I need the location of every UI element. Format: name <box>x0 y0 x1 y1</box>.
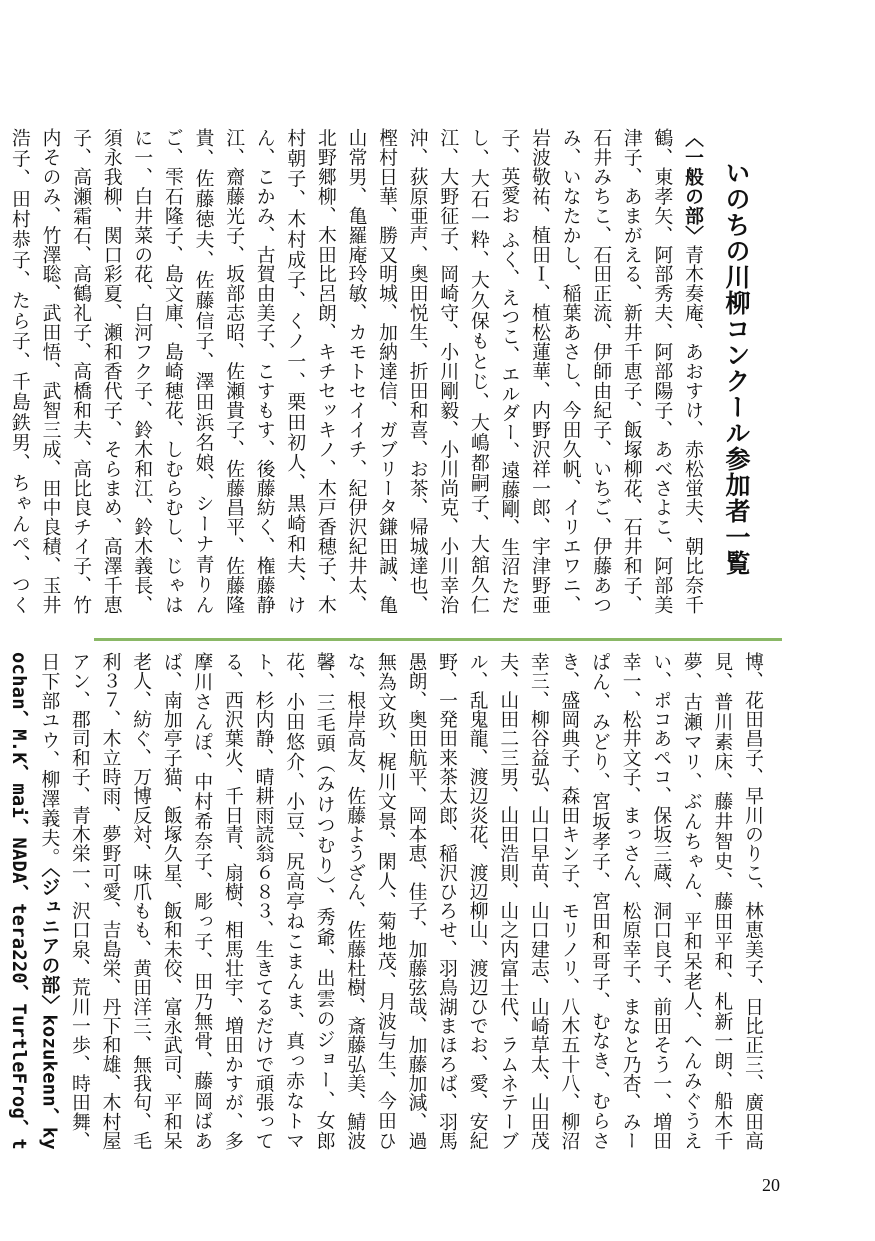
general-names: 青木奏庵、あおすけ、赤松蛍夫、朝比奈千鶴、東孝矢、阿部秀夫、阿部陽子、あべさよこ、阿部美津子、あまがえる、新井千恵子、飯塚柳花、石井和子、石井みちこ、石田正流、伊師由紀子、いちご、伊藤あつみ、いなたかし、稲葉あさし、今田久帆、イリエワニ、岩波敬祐、植田Ｉ、植松蓮華、内野沢祥一郎、宇津野亜子、英愛お ふく、えつこ、エルダー、遠藤剛、生沼ただし、大石一粋、大久保もとじ、大嶋都嗣子、大舘久仁江、大野征子、岡崎守、小川剛毅、小川尚克、小川幸治沖、荻原亜声、奥田悦生、折田和喜、お茶、帰城達也、樫村日華、勝又明城、加納達信、ガブリータ鎌田誠、亀山常男、亀羅庵玲敏、カモトセイイチ、紀伊沢紀井太、北野郷柳、木田比呂朗、キチセッキノ、木戸香穂子、木村朝子、木村成子、くノ一、栗田初人、黒崎和夫、けん、こかみ、古賀由美子、こすもす、後藤紡く、権藤静江、齋藤光子、坂部志昭、佐瀬貴子、佐藤昌平、佐藤隆貴、佐藤徳夫、佐藤信子、澤田浜名娘、シーナ青りんご、雫石隆子、島文庫、島崎穂花、しむらむし、じゃはに一、白井菜の花、白河フク子、鈴木和江、鈴木義長、須永我柳、関口彩夏、瀬和香代子、そらまめ、高澤千恵子、高瀬霜石、高鶴礼子、高橋和夫、高比良チイ子、竹内そのみ、竹澤聡、武田悟、武智三成、田中良積、玉井浩子、田村恭子、たら子、千島鉄男、ちゃんぺ、つく <box>8 128 703 614</box>
general-section <box>8 128 707 614</box>
junior-names: kozukenn、kyochan、M.K、mai、NADA、tera220、TurtleFrog、t <box>7 652 60 1150</box>
junior-heading: 〈ジュニアの部〉 <box>38 867 60 1015</box>
general-heading: 〈一般の部〉 <box>682 128 703 245</box>
lower-section <box>7 652 767 1150</box>
page-title: いのちの川柳コンクール参加者一覧 <box>722 160 751 576</box>
general-names-continued: 博、花田昌子、早川のりこ、林恵美子、日比正三、廣田高見、普川素床、藤井智史、藤田平和、札新一朗、船木千夢、古瀬マリ、ぶんちゃん、平和呆老人、へんみぐうえい、ポコあペコ、保坂三蔵、洞口良子、前田そう一、増田幸一、松井文子、まっさん、松原幸子、まなと乃杏、みーぱん、みどり、宮坂孝子、宮田和哥子、むなき、むらさき、盛岡典子、森田キン子、モリノリ、八木五十八、柳沼幸三、柳谷益弘、山口早苗、山口建志、山崎草太、山田茂夫、山田二三男、山田浩則、山之内富士代、ラムネテーブル、乱鬼龍、渡辺炎花、渡辺柳山、渡辺ひでお、愛、安紀野、一発田来茶太郎、稲沢ひろせ、羽鳥湖まほろば、羽馬愚朗、奥田航平、岡本恵、佳子、加藤弦哉、加藤加減、過無為文玖、梶川文景、閑人、菊地茂、月波与生、今田ひな、根岸高友、佐藤ようざん、佐藤杜樹、斎藤弘美、鯖波馨、三毛頭（みけつむり）、秀爺、出雲のジョー、女郎花、小田悠介、小豆、尻高亭ねこまんま、真っ赤なトマト、杉内静、晴耕雨読翁６８３、生きてるだけで頑張ってる、西沢葉火、千日青、扇樹、相馬壮宇、増田かすが、多摩川さんぽ、中村希奈子、彫っ子、田乃無骨、藤岡ばあば、南加亭子猫、飯塚久星、飯和未佼、富永武司、平和呆老人、紡ぐ、万博反対、味爪もも、黄田洋三、無我句、毛利３７、木立時雨、夢野可愛、吉島栄、丹下和雄、木村屋アン、郡司和子、青木栄一、沢口泉、荒川一歩、時田舞、日下部ユウ、柳澤義夫。 <box>38 652 763 1150</box>
page-number: 20 <box>762 1175 780 1195</box>
section-divider <box>94 638 782 641</box>
